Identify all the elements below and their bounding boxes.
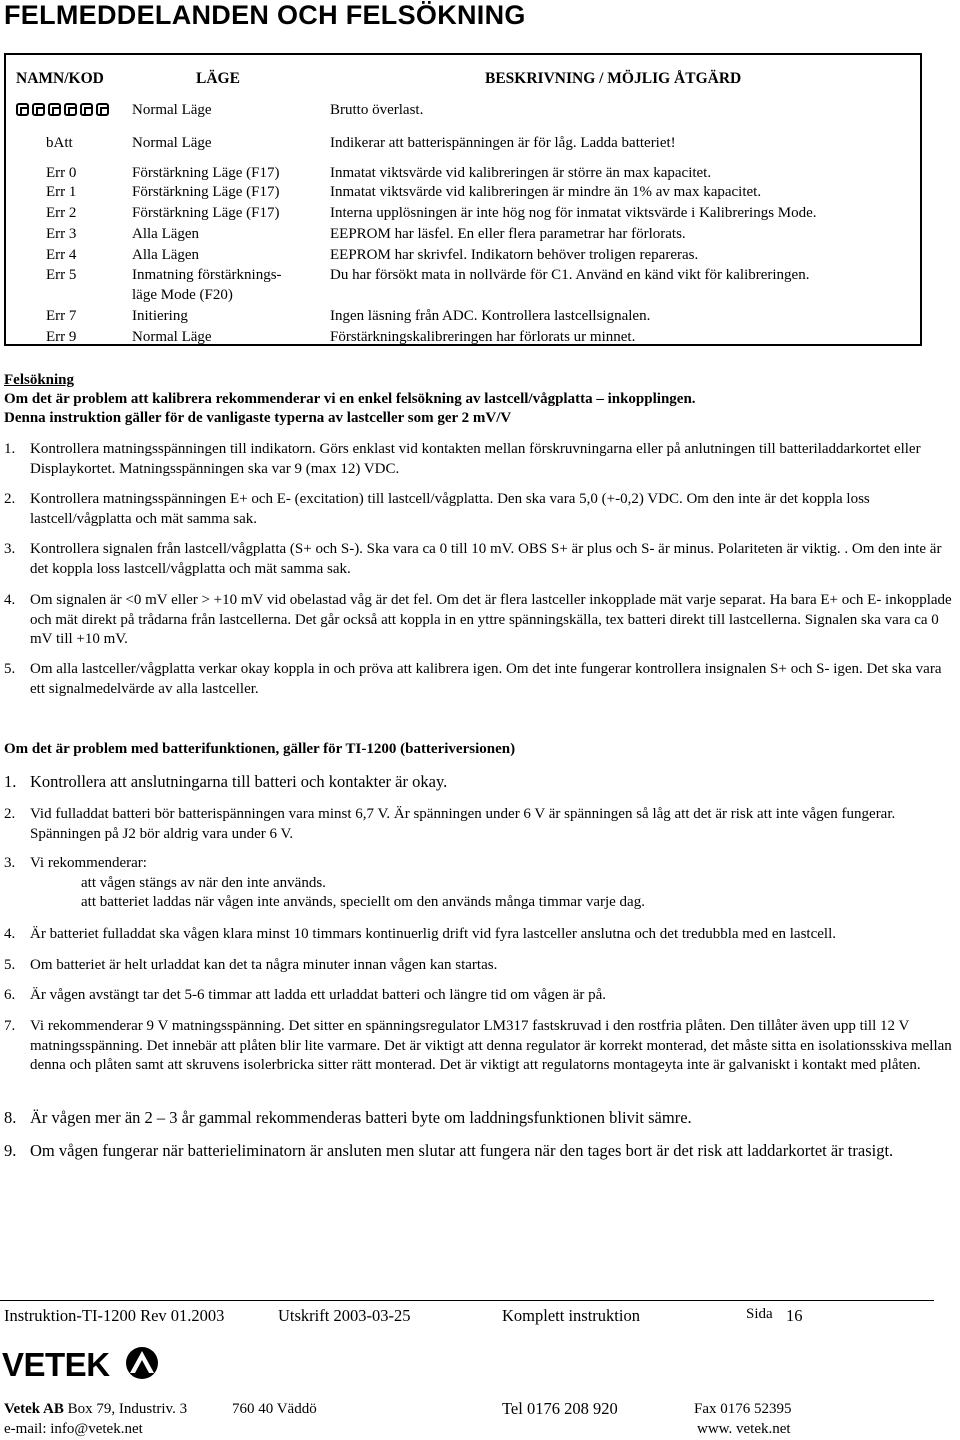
item-number: 5. (4, 957, 16, 973)
header-mode: LÄGE (196, 70, 240, 87)
cell-desc: Du har försökt mata in nollvärde för C1. Använd en känd vikt för kalibreringen. (330, 267, 810, 283)
item-number: 3. (4, 541, 16, 557)
cell-mode: Förstärkning Läge (F17) (132, 165, 280, 181)
footer-fax: Fax 0176 52395 (694, 1401, 792, 1417)
company-name: Vetek AB (4, 1401, 64, 1417)
cell-mode: Normal Läge (132, 329, 212, 345)
item-text: Om vågen fungerar när batterieliminatorn är ansluten men slutar att fungera när den tages bort är det risk att laddarkortet är trasigt. (30, 1141, 894, 1160)
item-subtext: att vågen stängs av när den inte används. (81, 874, 326, 891)
item-text: Kontrollera matningsspänningen E+ och E- (excitation) till lastcell/vågplatta. Den ska vara 5,0 (+-0,2) VDC. Om den inte är det koppla loss lastcell/vågplatta och mät samma sak. (30, 491, 870, 527)
item-text (30, 854, 960, 913)
item-text: Om alla lastceller/vågplatta verkar okay koppla in och pröva att kalibrera igen. Om det inte fungerar kontrollera insignalen S+ och S- igen. Det ska vara ett signalmedelvärde av alla lastceller. (30, 661, 942, 697)
item-number: 1. (4, 441, 16, 457)
cell-mode: Alla Lägen (132, 226, 200, 242)
item-text: Om batteriet är helt urladdat kan det ta några minuter innan vågen kan startas. (30, 957, 498, 973)
footer-page-number: 16 (786, 1306, 803, 1325)
item-number: 3. (4, 855, 16, 871)
header-desc: BESKRIVNING / MÖJLIG ÅTGÄRD (485, 70, 742, 87)
cell-code: Err 2 (46, 205, 77, 221)
item-number: 4. (4, 592, 16, 608)
item-text: Kontrollera signalen från lastcell/vågplatta (S+ och S-). Ska vara ca 0 till 10 mV. OBS S+ är plus och S- är minus. Polariteten är viktig. . Om den inte är det koppla loss lastcell/vågplatta och mät samma sak. (30, 541, 942, 577)
cell-code: Err 5 (46, 267, 77, 283)
footer-company (4, 1401, 187, 1418)
cell-code: Err 4 (46, 247, 77, 263)
cell-desc: Inmatat viktsvärde vid kalibreringen är större än max kapacitet. (330, 165, 712, 181)
cell-desc: Ingen läsning från ADC. Kontrollera lastcellsignalen. (330, 308, 651, 324)
cell-mode: Alla Lägen (132, 247, 200, 263)
item-text: Är vågen mer än 2 – 3 år gammal rekommenderas batteri byte om laddningsfunktionen blivit sämre. (30, 1108, 692, 1127)
cell-code: Err 1 (46, 184, 77, 200)
item-text: Vid fulladdat batteri bör batterispänningen vara minst 6,7 V. Är spänningen under 6 V är spänningen så låg att det är risk att inte vågen fungerar. Spänningen på J2 bör aldrig vara under 6 V. (30, 806, 896, 842)
item-number: 9. (4, 1141, 17, 1160)
vetek-logo (2, 1346, 160, 1380)
page-title: FELMEDDELANDEN OCH FELSÖKNING (4, 0, 526, 30)
logo-wordmark: VETEK (2, 1346, 110, 1380)
cell-code: Err 7 (46, 308, 77, 324)
item-number: 2. (4, 491, 16, 507)
cell-mode: Förstärkning Läge (F17) (132, 205, 280, 221)
footer-city: 760 40 Väddö (232, 1401, 317, 1417)
cell-desc: Indikerar att batterispänningen är för låg. Ladda batteriet! (330, 135, 676, 151)
footer-print-date: Utskrift 2003-03-25 (278, 1306, 411, 1325)
item-number: 5. (4, 661, 16, 677)
cell-code: Err 9 (46, 329, 77, 345)
item-number: 1. (4, 772, 17, 791)
cell-mode: Normal Läge (132, 135, 212, 151)
cell-mode: Normal Läge (132, 102, 212, 118)
error-table (4, 53, 922, 346)
cell-code: Err 0 (46, 165, 77, 181)
footer-page-label: Sida (746, 1306, 773, 1322)
item-number: 4. (4, 926, 16, 942)
item-number: 8. (4, 1108, 17, 1127)
footer-website: www. vetek.net (697, 1421, 791, 1437)
cell-desc: Brutto överlast. (330, 102, 424, 118)
cell-desc: EEPROM har skrivfel. Indikatorn behöver troligen repareras. (330, 247, 699, 263)
footer-manual-name: Komplett instruktion (502, 1306, 640, 1325)
footer-divider (0, 1300, 934, 1301)
item-text: Vi rekommenderar 9 V matningsspänning. Det sitter en spänningsregulator LM317 fastskruvad i den rostfria plåten. Den tillåter även upp till 12 V matningsspänning. Det innebär att plåten blir lite varmare. Det är viktigt att denna regulator är korrekt monterad, det måste sitta en isolationsskiva mellan denna och plåten samt att skruvens isolerbricka sitter rätt monterad. Det är viktigt att regulatorns montageyta inte är galvaniskt i kontakt med plåten. (30, 1018, 952, 1073)
cell-mode-line2: läge Mode (F20) (132, 287, 233, 303)
battery-heading: Om det är problem med batterifunktionen, gäller för TI-1200 (batteriversionen) (4, 741, 516, 757)
item-text: Kontrollera matningsspänningen till indikatorn. Görs enklast vid kontakten mellan förskruvningarna eller på anlutningen till batteriladdarkortet eller Displaykortet. Matningsspänningen ska var 9 (max 12) VDC. (30, 441, 921, 477)
cell-desc: Förstärkningskalibreringen har förlorats ur minnet. (330, 329, 636, 345)
company-address: Box 79, Industriv. 3 (67, 1401, 188, 1417)
overload-display-icon (16, 103, 109, 116)
item-number: 7. (4, 1018, 16, 1034)
item-text: Om signalen är <0 mV eller > +10 mV vid obelastad våg är det fel. Om det är flera lastceller inkopplade mät varje separat. Ha bara E+ och E- inkopplade och mät direkt på trådarna från lastcellerna. Det går också att koppla in en yttre spänningskälla, tex batteri direkt till lastcellerna. Signalen ska vara ca 0 mV till +10 mV. (30, 592, 952, 647)
footer-email: e-mail: info@vetek.net (4, 1421, 143, 1437)
item-text-main: Vi rekommenderar: (30, 855, 147, 871)
item-text: Är batteriet fulladdat ska vågen klara minst 10 timmars kontinuerlig drift vid fyra lastceller anslutna och det tredubbla med en lastcell. (30, 926, 836, 942)
footer-phone: Tel 0176 208 920 (502, 1399, 618, 1418)
cell-desc: EEPROM har läsfel. En eller flera parametrar har förlorats. (330, 226, 686, 242)
felsokning-intro: Om det är problem att kalibrera rekommenderar vi en enkel felsökning av lastcell/vågplatta – inkopplingen. (4, 391, 696, 407)
cell-mode: Förstärkning Läge (F17) (132, 184, 280, 200)
cell-mode: Inmatning förstärknings- (132, 267, 282, 283)
item-text: Kontrollera att anslutningarna till batteri och kontakter är okay. (30, 772, 448, 791)
felsokning-heading: Felsökning (4, 372, 75, 388)
cell-code: bAtt (46, 135, 73, 151)
cell-mode: Initiering (132, 308, 188, 324)
footer-doc-id: Instruktion-TI-1200 Rev 01.2003 (4, 1306, 225, 1325)
cell-desc: Interna upplösningen är inte hög nog för inmatat viktsvärde i Kalibrerings Mode. (330, 205, 817, 221)
item-number: 2. (4, 806, 16, 822)
item-subtext: att batteriet laddas när vågen inte används, speciellt om den används många timmar varje dag. (81, 894, 645, 910)
felsokning-intro-2: Denna instruktion gäller för de vanligaste typerna av lastceller som ger 2 mV/V (4, 410, 512, 426)
header-name: NAMN/KOD (16, 70, 104, 87)
item-text: Är vågen avstängt tar det 5-6 timmar att ladda ett urladdat batteri och längre tid om vågen är på. (30, 987, 607, 1003)
cell-code: Err 3 (46, 226, 77, 242)
item-number: 6. (4, 987, 16, 1003)
cell-desc: Inmatat viktsvärde vid kalibreringen är mindre än 1% av max kapacitet. (330, 184, 762, 200)
